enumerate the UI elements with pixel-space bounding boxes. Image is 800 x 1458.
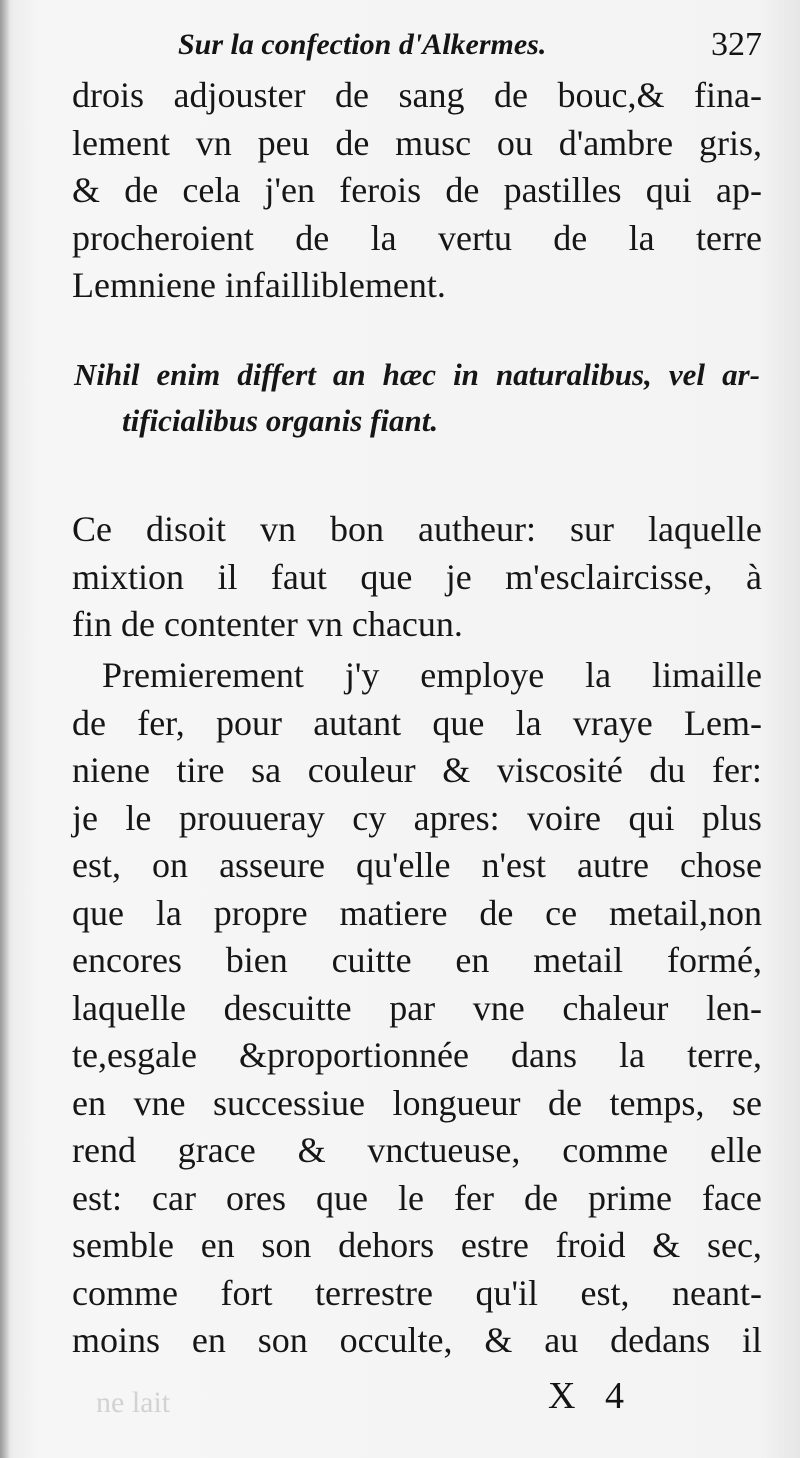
- paragraph-iron-filings: [72, 652, 762, 1365]
- latin-quotation: [74, 352, 760, 444]
- page-header: [70, 22, 770, 72]
- text-line: lement vn peu de musc ou d'ambre gris,: [72, 122, 762, 163]
- text-line: de fer, pour autant que la vraye Lem-: [72, 702, 762, 743]
- text-line: procheroient de la vertu de la terre: [72, 217, 762, 258]
- text-line: encores bien cuitte en metail formé,: [72, 940, 762, 980]
- bleed-through-text: ne lait: [96, 1386, 171, 1419]
- page-number: 327: [711, 26, 762, 63]
- text-line: rend grace & vnctueuse, comme elle: [72, 1130, 762, 1170]
- text-line: Ce disoit vn bon autheur: sur laquelle: [72, 509, 762, 549]
- text-line: drois adjouster de sang de bouc,& fina-: [72, 75, 762, 115]
- text-line: & de cela j'en ferois de pastilles qui ap-: [72, 170, 762, 210]
- text-line: comme fort terrestre qu'il est, neant-: [72, 1272, 762, 1313]
- text-line: que la propre matiere de ce metail,non: [72, 892, 762, 933]
- spine-shadow: [0, 0, 10, 1458]
- text-line: est, on asseure qu'elle n'est autre chose: [72, 845, 762, 885]
- running-title: Sur la confection d'Alkermes.: [178, 28, 547, 61]
- quotation-line: Nihil enim differt an hæc in naturalibus, vel ar-: [74, 357, 760, 392]
- text-line: laquelle descuitte par vne chaleur len-: [72, 987, 762, 1028]
- text-line: te,esgale &proportionnée dans la terre,: [72, 1035, 762, 1075]
- text-line: niene tire sa couleur & viscosité du fer:: [72, 750, 762, 790]
- signature-mark: X 4: [548, 1375, 634, 1417]
- text-line: moins en son occulte, & au dedans il: [72, 1320, 762, 1360]
- text-line: semble en son dehors estre froid & sec,: [72, 1225, 762, 1265]
- text-line: mixtion il faut que je m'esclaircisse, à: [72, 556, 762, 597]
- paragraph-author-remark: [72, 506, 762, 649]
- text-line: fin de contenter vn chacun.: [72, 604, 463, 644]
- quotation-line: tificialibus organis fiant.: [122, 403, 439, 438]
- text-line: je le prouueray cy apres: voire qui plus: [72, 797, 762, 838]
- text-line: est: car ores que le fer de prime face: [72, 1177, 762, 1218]
- text-line: Premierement j'y employe la limaille: [102, 655, 762, 695]
- text-line: Lemniene infailliblement.: [72, 265, 446, 305]
- text-line: en vne successiue longueur de temps, se: [72, 1082, 762, 1123]
- paragraph-continuation: [72, 72, 762, 310]
